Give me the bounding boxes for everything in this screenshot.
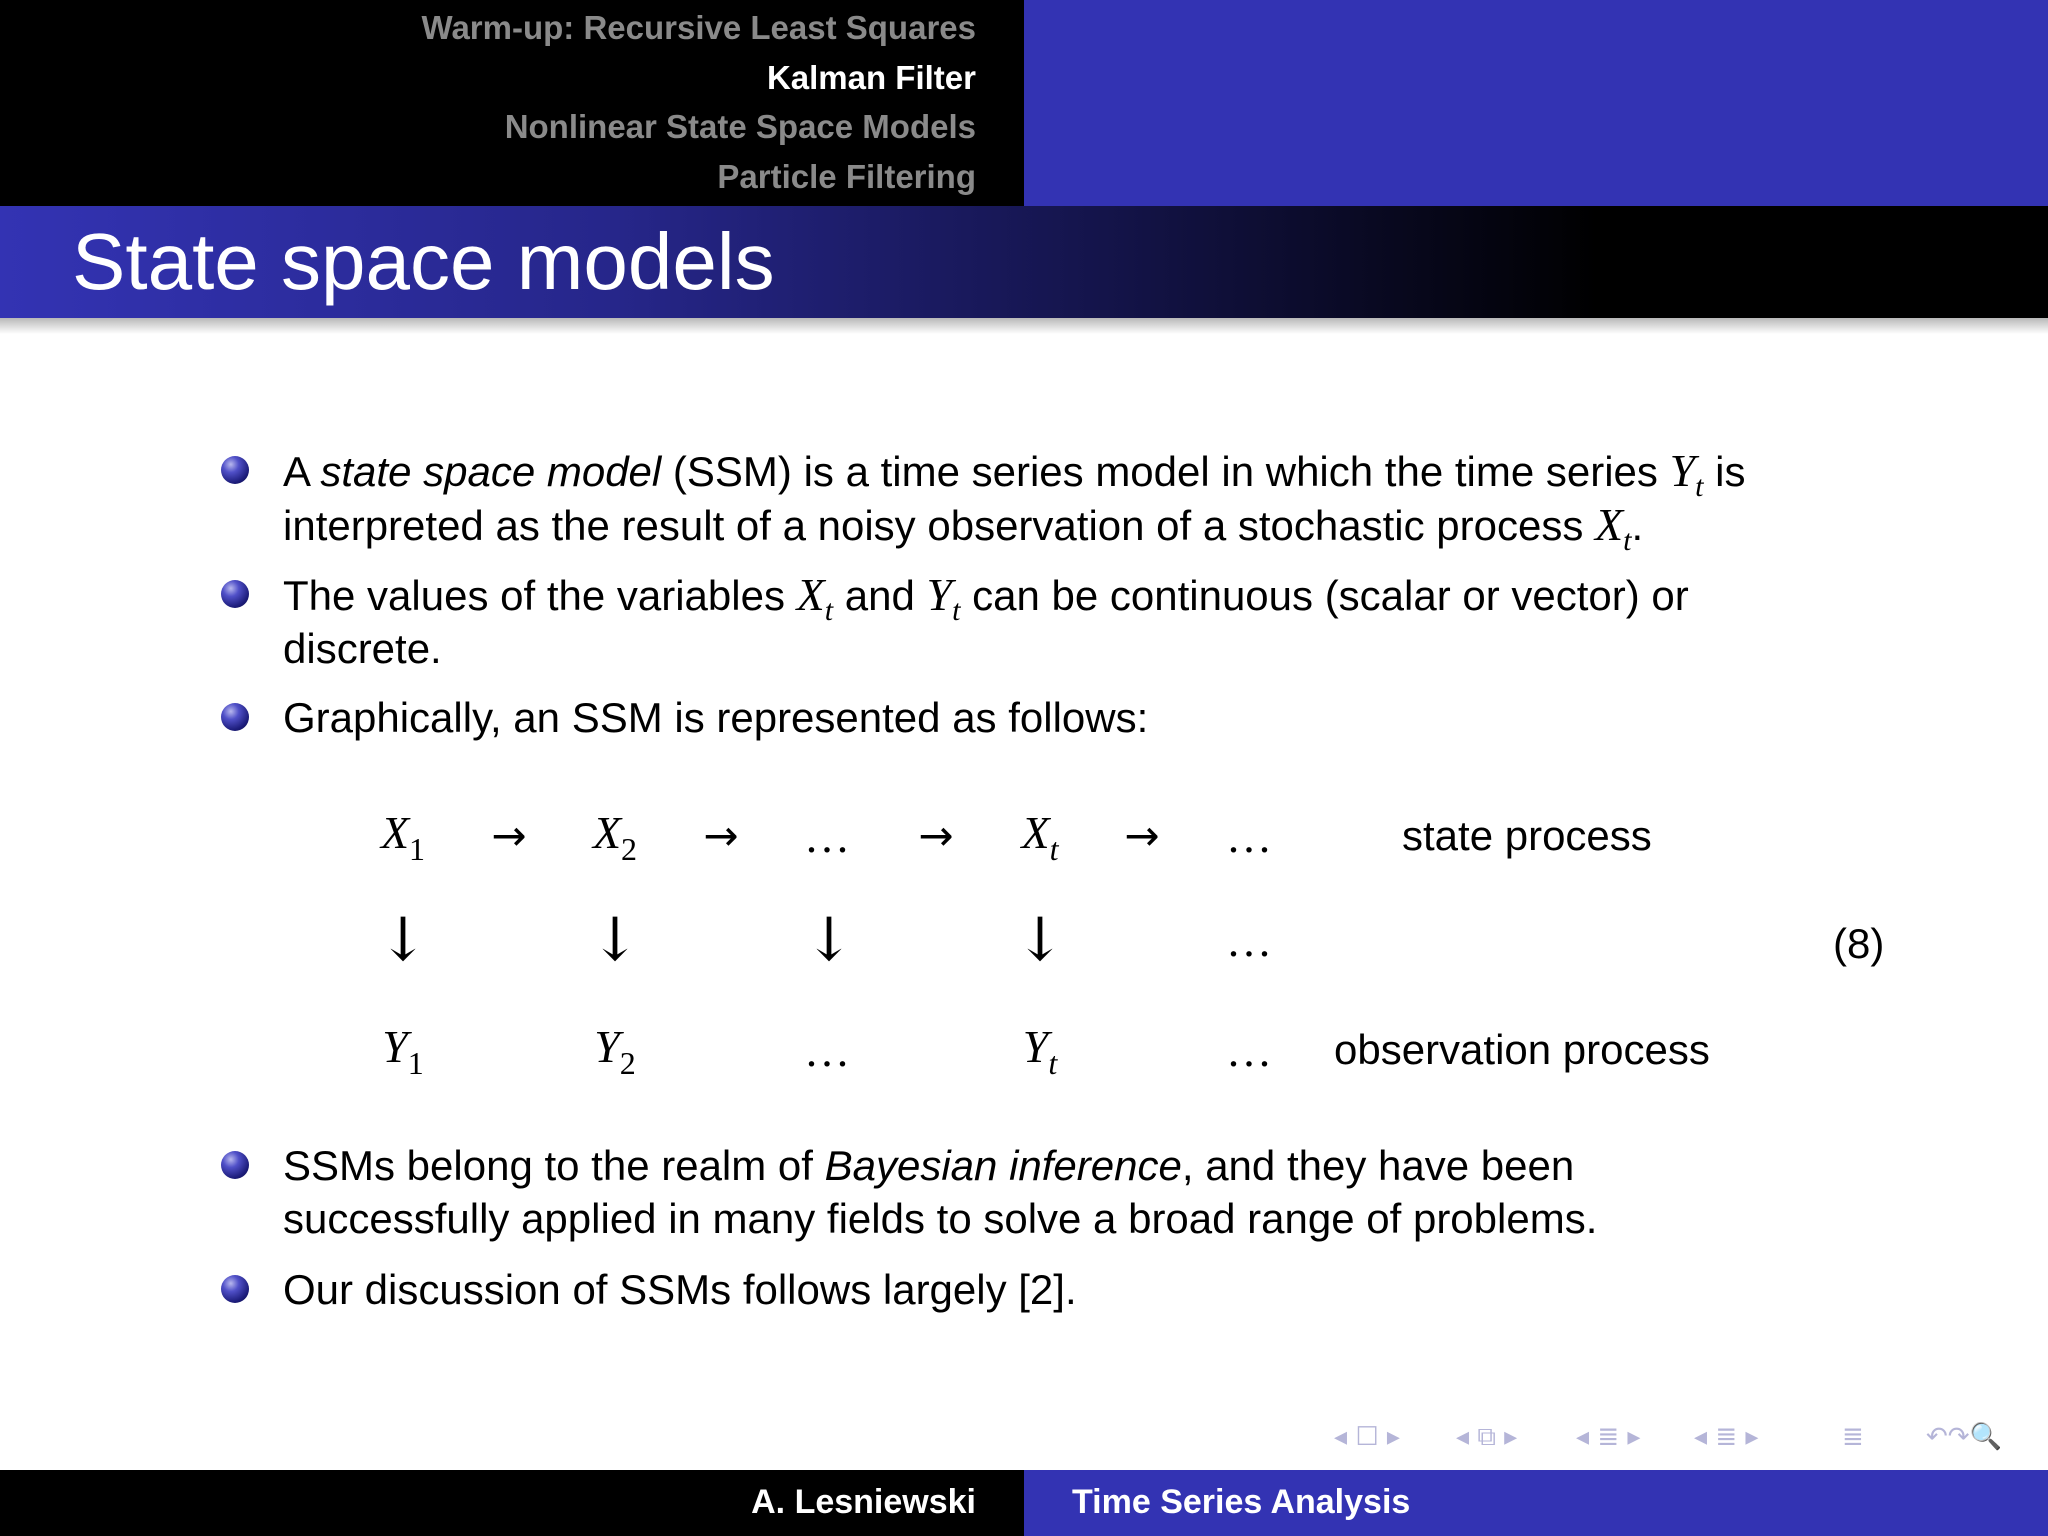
state-xt: Xt — [1021, 807, 1059, 867]
state-dots-end: ... — [1227, 811, 1275, 862]
bullet-bayesian: SSMs belong to the realm of Bayesian inference, and they have been successfully applied in many fields to solve a broad range of problems. — [283, 1142, 1598, 1242]
subsection-nav-icon[interactable]: ◂ ⧉ ▸ — [1456, 1422, 1518, 1452]
bullet-icon — [221, 1151, 249, 1179]
equation-number: (8) — [1833, 920, 1885, 967]
down-arrow-icon: ↓ — [589, 905, 641, 975]
title-shadow — [0, 318, 2048, 334]
state-x1: X1 — [380, 807, 426, 867]
obs-y1: Y1 — [382, 1021, 424, 1081]
middle-dots: ... — [1227, 915, 1275, 966]
down-arrow-icon: ↓ — [803, 905, 855, 975]
bullet-icon — [221, 703, 249, 731]
bullet-graphical: Graphically, an SSM is represented as follows: — [283, 694, 1149, 741]
nav-section-rls[interactable]: Warm-up: Recursive Least Squares — [421, 9, 976, 46]
appendix-nav-icon[interactable]: ≣ — [1842, 1422, 1864, 1452]
nav-section-kalman[interactable]: Kalman Filter — [766, 59, 976, 96]
nav-section-particle[interactable]: Particle Filtering — [717, 158, 976, 195]
right-arrow-icon: → — [703, 811, 739, 860]
obs-y2: Y2 — [594, 1021, 636, 1081]
header-nav-left — [0, 0, 1024, 206]
footer-author-box — [0, 1470, 1024, 1536]
header-nav-right — [1024, 0, 2048, 206]
state-dots: ... — [805, 811, 853, 862]
document-nav-icon[interactable]: ◂ ≣ ▸ — [1694, 1422, 1759, 1452]
bullet-icon — [221, 456, 249, 484]
nav-section-nonlinear[interactable]: Nonlinear State Space Models — [504, 108, 976, 145]
down-arrow-icon: ↓ — [377, 905, 429, 975]
bullet-reference: Our discussion of SSMs follows largely [2]. — [283, 1266, 1077, 1313]
right-arrow-icon: → — [1124, 811, 1160, 860]
observation-process-label: observation process — [1334, 1026, 1710, 1073]
section-nav-icon[interactable]: ◂ ≣ ▸ — [1576, 1422, 1641, 1452]
footer-talk-title: Time Series Analysis — [1072, 1483, 1411, 1521]
bullet-variable-values: The values of the variables $X_t$ and $Y_t$ can be continuous (scalar or vector) or discrete. — [283, 569, 1689, 672]
right-arrow-icon: → — [491, 811, 527, 860]
frame-nav-icon[interactable]: ◂ ☐ ▸ — [1334, 1422, 1400, 1452]
footer-author: A. Lesniewski — [751, 1483, 976, 1521]
frame-title: State space models — [72, 217, 775, 306]
footer-title-box — [1024, 1470, 2048, 1536]
obs-dots: ... — [805, 1025, 853, 1076]
obs-yt: Yt — [1022, 1021, 1058, 1081]
obs-dots-end: ... — [1227, 1025, 1275, 1076]
search-back-forward-icon[interactable]: ↶↷🔍 — [1926, 1422, 2002, 1452]
down-arrow-icon: ↓ — [1014, 905, 1066, 975]
bullet-icon — [221, 1275, 249, 1303]
state-process-label: state process — [1402, 812, 1652, 859]
bullet-icon — [221, 580, 249, 608]
bullet-ssm-definition: A state space model (SSM) is a time series model in which the time series $Y_t$ is interpreted as the result of a noisy observation of a stochastic process $X_t$. — [283, 445, 1746, 557]
state-x2: X2 — [592, 807, 638, 867]
right-arrow-icon: → — [918, 811, 954, 860]
